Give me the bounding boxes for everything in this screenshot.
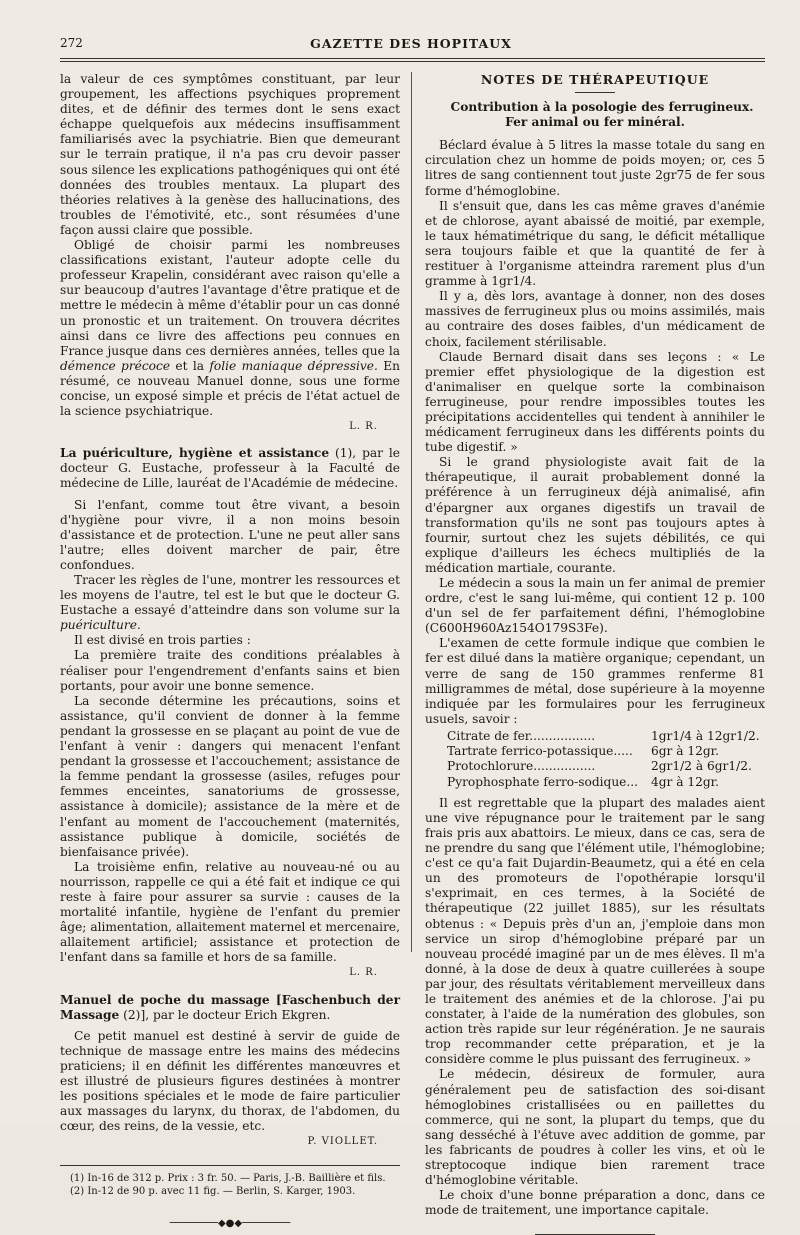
paragraph: La seconde détermine les précautions, soins et assistance, qu'il convient de donner à la femme pendant la grossesse en se plaçant au point de vue de l'enfant à venir : dangers qui menacent l'enfant pendant la grossesse et l'accouchement; assistance de la femme pendant la grossesse (asiles, refuges pour femmes enceintes, sanatoriums de grossesse, assistance à domicile); assistance de la mère et de l'enfant au moment de l'accouchement (maternités, assistance publique à domicile, sociétés de bienfaisance privée).	[60, 693, 400, 859]
heading-rule	[575, 92, 615, 93]
paragraph: Il est divisé en trois parties :	[74, 633, 251, 648]
paragraph: Si le grand physiologiste avait fait de la thérapeutique, il aurait probablement donné la préférence à un ferrugineux déjà animalisé, afin d'épargner aux organes digestifs un travail de transformation qu'ils ne sont pas toujours aptes à fournir, surtout chez les sujets débilités, ce qui explique d'ailleurs les échecs multipliés de la médication martiale, courante.	[425, 455, 765, 575]
dosage-row	[447, 729, 767, 744]
drug-name: Protochlorure................	[447, 759, 596, 774]
right-column	[425, 72, 765, 1235]
paragraph: Ce petit manuel est destiné à servir de guide de technique de massage entre les mains des médecins praticiens; il en définit les différentes manœuvres et est illustré de plusieurs figures destinées à montrer les positions spéciales et le mode de faire particulier aux massages du larynx, du thorax, de l'abdomen, du cœur, des reins, de la vessie, etc.	[60, 1028, 400, 1134]
signature: L. R.	[349, 421, 378, 433]
paragraph: la valeur de ces symptômes constituant, par leur groupement, les affections psychiques proprement dites, et de définir des termes dont le sens exact échappe quelquefois aux médecins insuffisamment familiarisés avec la psychiatrie. Bien que demeurant sur le terrain pratique, il n'a pas cru devoir passer sous silence les explications pathogéniques qui ont été données des troubles mentaux. La plupart des théories relatives à la genèse des hallucinations, des troubles de l'émotivité, etc., sont résumées d'une façon aussi claire que possible.	[60, 72, 400, 237]
footnote-ref: (1)	[335, 446, 353, 461]
paragraph: Il s'ensuit que, dans les cas même graves d'anémie et de chlorose, ayant abaissé de moitié, par exemple, le taux hématimétrique du sang, le déficit métallique sera toujours faible et que la quantité de fer à restituer à l'organisme atteindra rarement plus d'un gramme à 1gr1/4.	[425, 198, 765, 289]
footnote-rule	[60, 1165, 400, 1166]
paragraph	[60, 573, 400, 633]
drug-name: Pyrophosphate ferro-sodique...	[447, 774, 639, 789]
footnote: (2) In-12 de 90 p. avec 11 fig. — Berlin, S. Karger, 1903.	[70, 1186, 356, 1198]
paragraph: Le choix d'une bonne préparation a donc, dans ce mode de traitement, une importance capitale.	[425, 1188, 765, 1218]
running-header	[60, 36, 762, 56]
footnote: (1) In-16 de 312 p. Prix : 3 fr. 50. — Paris, J.-B. Baillière et fils.	[70, 1173, 386, 1185]
italic-text: folie maniaque dépressive.	[209, 358, 378, 373]
paragraph: Claude Bernard disait dans ses leçons : « Le premier effet physiologique de la digestion est d'animaliser en quelque sorte la combinaison ferrugineuse, pour rendre impossibles toutes les précipitations accidentelles qui tendent à annihiler le médicament ferrugineux dans les différents points du tube digestif. »	[425, 349, 765, 455]
section-heading: NOTES DE THÉRAPEUTIQUE	[480, 72, 710, 87]
drug-name: Citrate de fer.................	[447, 728, 596, 743]
article-title: Contribution à la posologie des ferrugineux. Fer animal ou fer minéral.	[450, 100, 754, 130]
signature: P. VIOLLET.	[307, 1136, 378, 1148]
dosage-row	[447, 759, 767, 774]
paragraph: Le médecin a sous la main un fer animal de premier ordre, c'est le sang lui-même, qui contient 12 p. 100 d'un sel de fer parfaitement défini, l'hémoglobine (C600H960Az154O179S3Fe).	[425, 576, 765, 636]
section-title: La puériculture, hygiène et assistance	[60, 446, 330, 461]
journal-title: GAZETTE DES HOPITAUX	[310, 36, 512, 51]
signature: L. R.	[349, 967, 378, 979]
dosage-table	[447, 729, 767, 790]
dosage-row	[447, 744, 767, 759]
header-rule-2	[60, 61, 765, 62]
paragraph: La troisième enfin, relative au nouveau-né ou au nourrisson, rappelle ce qui a été fait et indique ce qui reste à faire pour assurer sa survie : causes de la mortalité infantile, hygiène de l'enfant du premier âge; alimentation, allaitement maternel et mercenaire, allaitement artificiel; assistance et protection de l'enfant dans sa famille et hors de sa famille.	[60, 859, 400, 965]
dosage-row	[447, 775, 767, 790]
end-ornament: ────────◆●◆────────	[169, 1218, 291, 1230]
paragraph: Le médecin, désireux de formuler, aura généralement peu de satisfaction des soi-disant hémoglobines cristallisées ou en paillettes du commerce, qui ne sont, la plupart du temps, que du sang desséché à l'étuve avec addition de gomme, par les fabricants de poudres à coller les vins, et où le streptocoque indique bien rarement trace d'hémoglobine véritable.	[425, 1067, 765, 1188]
paragraph: Si l'enfant, comme tout être vivant, a besoin d'hygiène pour vivre, il a non moins besoin d'assistance et de protection. L'une ne peut aller sans l'autre; elles doivent marcher de pair, être confondues.	[60, 497, 400, 572]
paragraph: La première traite des conditions préalables à réaliser pour l'engendrement d'enfants sains et bien portants, pour avoir une bonne semence.	[60, 648, 400, 693]
drug-dose: 4gr à 12gr.	[650, 774, 720, 789]
text: Tracer les règles de l'une, montrer les ressources et les moyens de l'autre, tel est le but que le docteur G. Eustache a essayé d'atteindre dans son volume sur la	[60, 573, 400, 618]
section-byline: , par le docteur G. Eustache, professeur à la Faculté de médecine de Lille, lauréat de l'Académie de médecine.	[60, 446, 400, 491]
text: Obligé de choisir parmi les nombreuses classifications existant, l'auteur adopte celle du professeur Krapelin, considérant avec raison qu'elle a sur beaucoup d'autres l'avantage d'être pratique et de mettre le médecin à même d'établir pour un cas donné un pronostic et un traitement. On trouvera décrites ainsi dans ce livre des affections peu connues en France jusque dans ces dernières années, telles que la	[60, 238, 400, 358]
section-heading-massage	[60, 993, 400, 1023]
section-title: Manuel de poche du massage [Faschenbuch der Massage	[60, 992, 400, 1022]
italic-text: démence précoce	[60, 358, 171, 373]
drug-name: Tartrate ferrico-potassique.....	[447, 744, 633, 759]
drug-dose: 6gr à 12gr.	[650, 744, 720, 759]
italic-text: puériculture.	[60, 618, 141, 633]
footnote-ref: (2)	[123, 1007, 141, 1022]
column-separator	[411, 72, 412, 952]
header-rule	[60, 58, 765, 59]
page-number: 272	[60, 36, 83, 50]
drug-dose: 1gr1/4 à 12gr1/2.	[650, 728, 760, 743]
section-heading-puericulture	[60, 446, 400, 491]
paragraph	[60, 238, 400, 419]
text: En résumé, ce nouveau Manuel donne, sous une forme concise, un exposé simple et précis de l'état actuel de la science psychiatrique.	[60, 358, 401, 419]
section-byline: ], par le docteur Erich Ekgren.	[140, 1007, 331, 1022]
paragraph: L'examen de cette formule indique que combien le fer est dilué dans la matière organique; cependant, un verre de sang de 150 grammes renferme 81 milligrammes de métal, dose supérieure à la moyenne indiquée par les formulaires pour les ferrugineux usuels, savoir :	[425, 636, 765, 726]
text: et la	[175, 358, 205, 373]
paragraph: Il est regrettable que la plupart des malades aient une vive répugnance pour le traitement par le sang frais pris aux abattoirs. Le mieux, dans ce cas, sera de ne prendre du sang que l'élément utile, l'hémoglobine; c'est ce qu'a fait Dujardin-Beaumetz, qui a été en cela un des promoteurs de l'opothérapie lorsqu'il s'exprimait, en ces termes, à la Société de thérapeutique (22 juillet 1885), sur les résultats obtenus : « Depuis près d'un an, j'emploie dans mon service un sirop d'hémoglobine préparé par un nouveau procédé imaginé par un de mes élèves. Il m'a donné, à la dose de deux à quatre cuillerées à soupe par jour, des résultats véritablement merveilleux dans le traitement des anémies et de la chlorose. J'ai pu constater, à l'aide de la numération des globules, son action très rapide sur leur régénération. Je ne saurais trop recommander cette préparation, et je la considère comme le plus puissant des ferrugineux. »	[425, 795, 765, 1067]
drug-dose: 2gr1/2 à 6gr1/2.	[650, 759, 752, 774]
paragraph: Béclard évalue à 5 litres la masse totale du sang en circulation chez un homme de poids moyen; or, ces 5 litres de sang contiennent tout juste 2gr75 de fer sous forme d'hémoglobine.	[425, 138, 765, 198]
left-column	[60, 72, 400, 1232]
paragraph: Il y a, dès lors, avantage à donner, non des doses massives de ferrugineux plus ou moins assimilés, mais au contraire des doses faibles, d'un médicament de choix, facilement stérilisable.	[425, 289, 765, 349]
